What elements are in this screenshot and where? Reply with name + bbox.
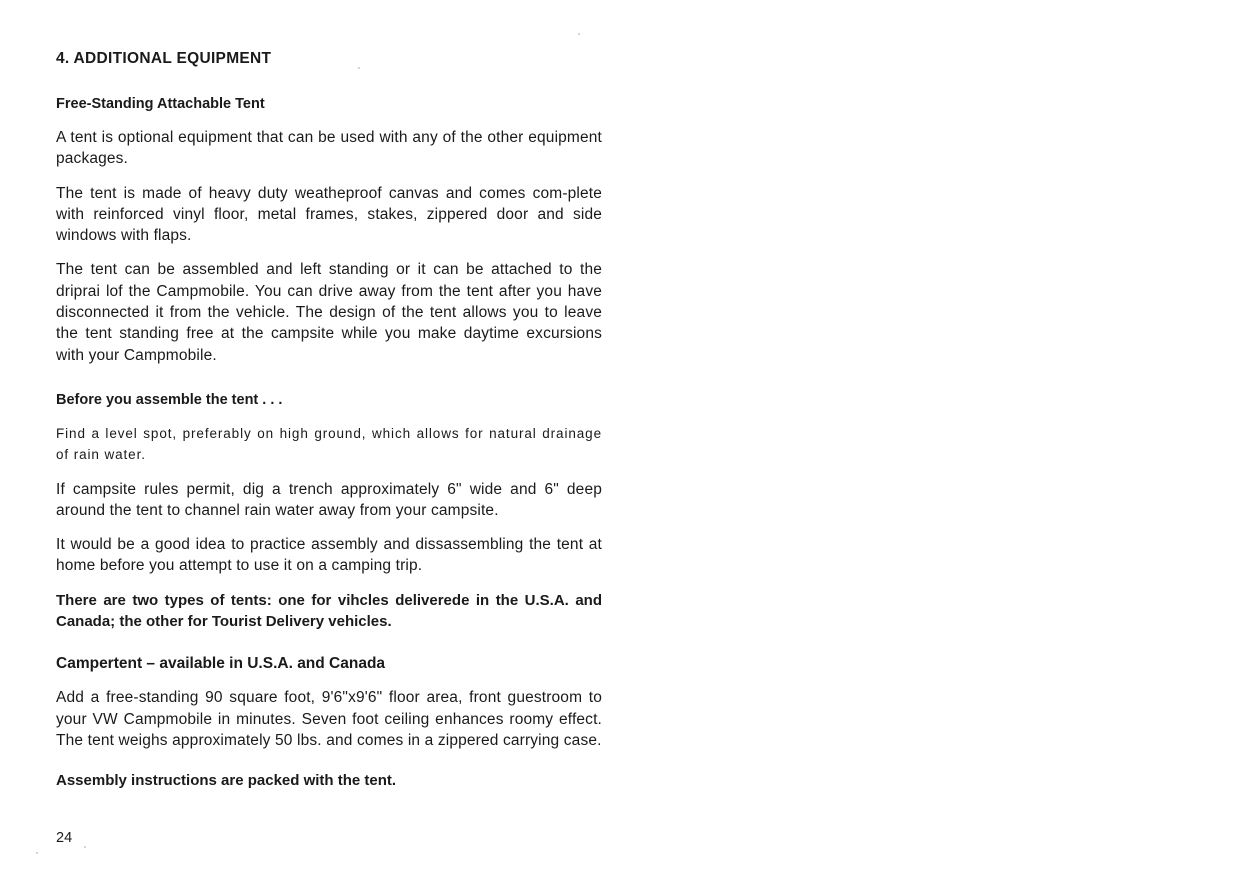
before-paragraph-2: If campsite rules permit, dig a trench approximately 6" wide and 6" deep around the tent to channel rain water away from your campsite. (56, 480, 602, 519)
tent-paragraph-2: The tent is made of heavy duty weatheproof canvas and comes com-plete with reinforced vinyl floor, metal frames, stakes, zippered door and side windows with flaps. (56, 184, 602, 245)
tent-heading: Free-Standing Attachable Tent (56, 96, 265, 112)
before-paragraph-3: It would be a good idea to practice assembly and dissassembling the tent at home before you attempt to use it on a camping trip. (56, 536, 602, 575)
page-number: 24 (56, 830, 73, 846)
page-content (56, 48, 602, 804)
scan-speck (358, 67, 360, 69)
tent-paragraph-3: The tent can be assembled and left standing or it can be attached to the driprai lof the Campmobile. You can drive away from the tent after you have disconnected it from the vehicle. The design of the tent allows you to leave the tent standing free at the campsite while you make daytime excursions with your Campmobile. (56, 261, 602, 364)
assembly-note: Assembly instructions are packed with the tent. (56, 772, 397, 790)
scan-speck (36, 852, 38, 854)
campertent-heading: Campertent – available in U.S.A. and Canada (56, 655, 386, 673)
before-paragraph-1: Find a level spot, preferably on high ground, which allows for natural drainage of rain water. (56, 425, 602, 463)
tent-paragraph-1: A tent is optional equipment that can be used with any of the other equipment packages. (56, 129, 602, 168)
section-title: 4. ADDITIONAL EQUIPMENT (56, 50, 272, 67)
scan-speck (84, 846, 86, 848)
scan-speck (578, 33, 580, 35)
before-heading: Before you assemble the tent . . . (56, 391, 283, 408)
campertent-paragraph: Add a free-standing 90 square foot, 9'6"x9'6" floor area, front guestroom to your VW Campmobile in minutes. Seven foot ceiling enhances roomy effect. The tent weighs approximately 50 lbs. and comes in a zippered carrying case. (56, 689, 602, 749)
tent-types-note: There are two types of tents: one for vihcles deliverede in the U.S.A. and Canada; the other for Tourist Delivery vehicles. (56, 591, 602, 631)
